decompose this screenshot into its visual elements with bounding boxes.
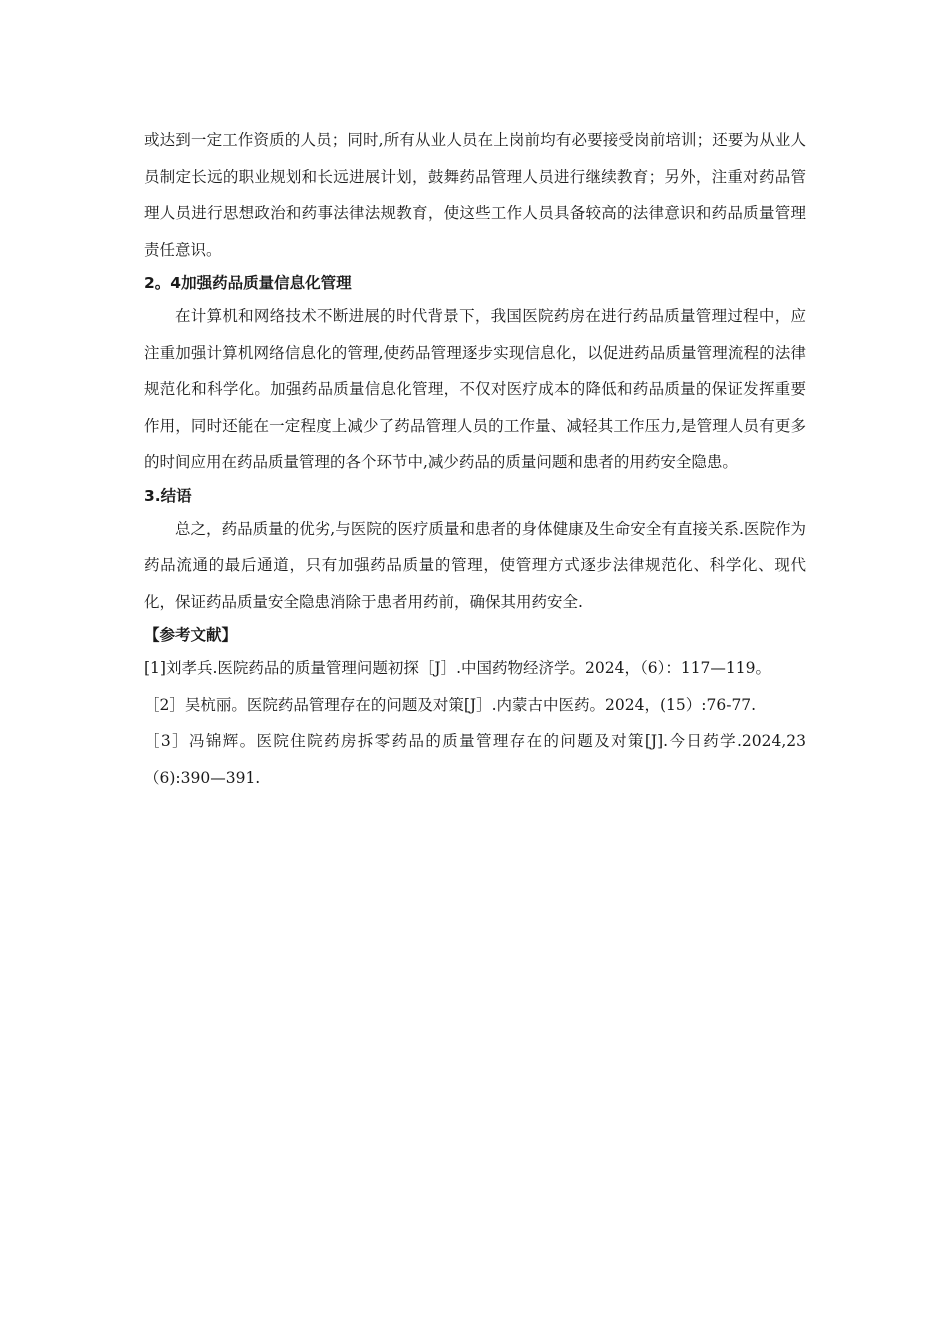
- reference-item-2: ［2］吴杭丽。医院药品管理存在的问题及对策[J］.内蒙古中医药。2024，(15）:76-77.: [144, 695, 757, 714]
- references-heading: 【参考文献】: [144, 626, 238, 644]
- section-2-4-heading: 2。4加强药品质量信息化管理: [144, 274, 352, 292]
- section-2-3-continuation: 或达到一定工作资质的人员；同时,所有从业人员在上岗前均有必要接受岗前培训；还要为从业人员制定长远的职业规划和长远进展计划，鼓舞药品管理人员进行继续教育；另外，注重对药品管理人员进行思想政治和药事法律法规教育，使这些工作人员具备较高的法律意识和药品质量管理责任意识。: [144, 131, 806, 259]
- section-3-body: 总之，药品质量的优劣,与医院的医疗质量和患者的身体健康及生命安全有直接关系.医院作为药品流通的最后通道，只有加强药品质量的管理，使管理方式逐步法律规范化、科学化、现代化，保证药品质量安全隐患消除于患者用药前，确保其用药安全.: [144, 519, 806, 611]
- reference-item-1: [1]刘孝兵.医院药品的质量管理问题初探［J］.中国药物经济学。2024，（6）：117—119。: [144, 659, 772, 677]
- reference-item-3: ［3］冯锦辉。医院住院药房拆零药品的质量管理存在的问题及对策[J].今日药学.2024,23（6):390—391.: [144, 732, 806, 787]
- document-content: [144, 122, 806, 796]
- section-3-heading: 3.结语: [144, 486, 192, 505]
- section-2-4-body: 在计算机和网络技术不断进展的时代背景下，我国医院药房在进行药品质量管理过程中，应注重加强计算机网络信息化的管理,使药品管理逐步实现信息化，以促进药品质量管理流程的法律规范化和科学化。加强药品质量信息化管理，不仅对医疗成本的降低和药品质量的保证发挥重要作用，同时还能在一定程度上减少了药品管理人员的工作量、减轻其工作压力,是管理人员有更多的时间应用在药品质量管理的各个环节中,减少药品的质量问题和患者的用药安全隐患。: [144, 307, 806, 471]
